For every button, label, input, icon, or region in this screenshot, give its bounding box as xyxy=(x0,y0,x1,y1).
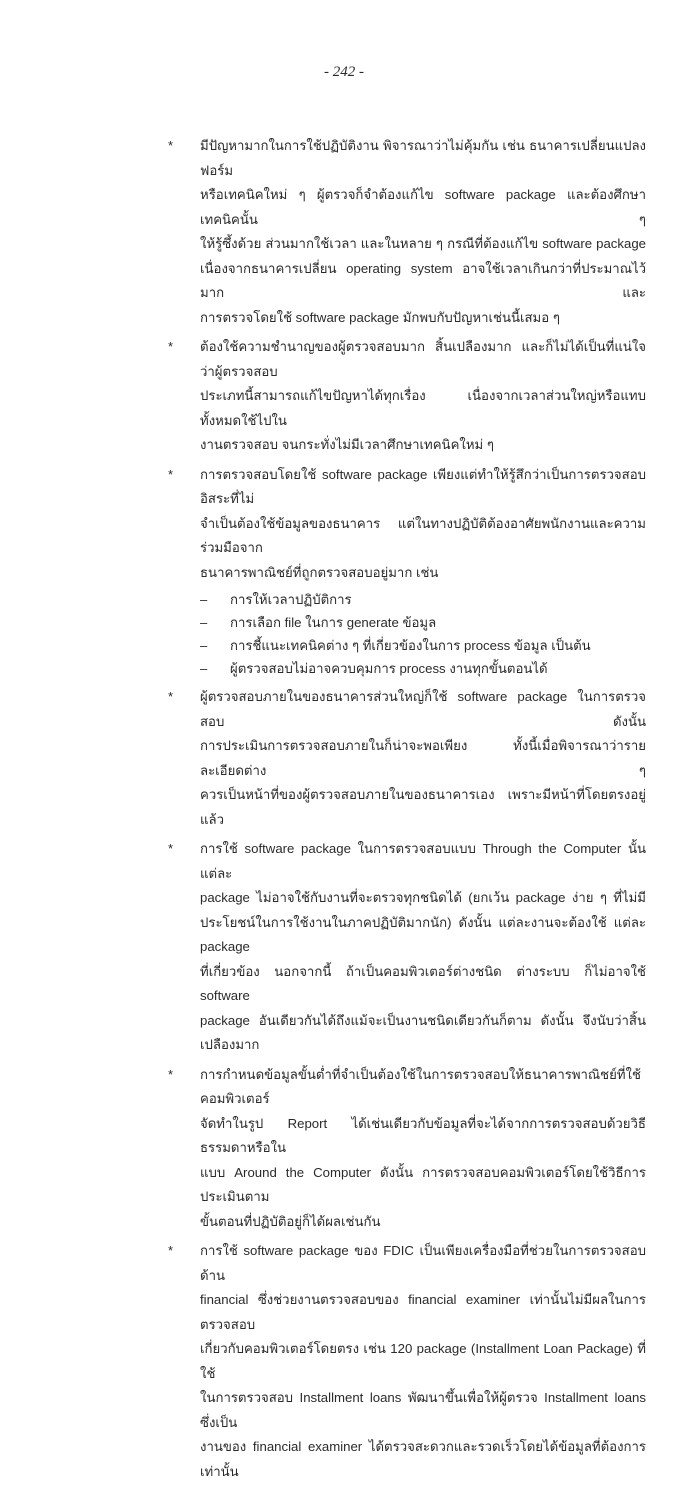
text-line: ควรเป็นหน้าที่ของผู้ตรวจสอบภายในของธนาคารเอง เพราะมีหน้าที่โดยตรงอยู่แล้ว xyxy=(200,787,646,827)
text-line: ให้รู้ซึ้งด้วย ส่วนมากใช้เวลา และในหลาย ๆ กรณีที่ต้องแก้ไข software package xyxy=(200,236,646,251)
bullet-paragraph xyxy=(168,463,646,586)
text-line: งานตรวจสอบ จนกระทั่งไม่มีเวลาศึกษาเทคนิคใหม่ ๆ xyxy=(200,437,494,452)
bullet-paragraph xyxy=(168,1239,646,1484)
bullet-marker: * xyxy=(168,138,174,153)
bullet-paragraph xyxy=(168,685,646,832)
text-line: ผู้ตรวจสอบภายในของธนาคารส่วนใหญ่ก็ใช้ software package ในการตรวจสอบ ดังนั้น xyxy=(200,689,646,729)
bullet-marker: * xyxy=(168,1243,174,1258)
sub-list-item xyxy=(168,611,646,634)
sub-list-item xyxy=(168,588,646,611)
text-line: การกำหนดข้อมูลขั้นต่ำที่จำเป็นต้องใช้ในการตรวจสอบให้ธนาคารพาณิชย์ที่ใช้คอมพิวเตอร์ xyxy=(200,1066,641,1106)
sub-list-item xyxy=(168,657,646,680)
bullet-paragraph xyxy=(168,837,646,1058)
text-line: การชี้แนะเทคนิคต่าง ๆ ที่เกี่ยวข้องในการ process ข้อมูล เป็นต้น xyxy=(230,638,591,653)
bullet-marker: * xyxy=(168,841,174,856)
text-line: การตรวจโดยใช้ software package มักพบกับปัญหาเช่นนี้เสมอ ๆ xyxy=(200,309,560,325)
text-line: การประเมินการตรวจสอบภายในก็น่าจะพอเพียง ทั้งนี้เมื่อพิจารณาว่ารายละเอียดต่าง ๆ xyxy=(200,738,646,778)
dash-marker: – xyxy=(200,592,208,607)
dash-marker: – xyxy=(200,661,208,676)
bullet-paragraph xyxy=(168,335,646,458)
text-line: งานของ financial examiner ได้ตรวจสะดวกและรวดเร็วโดยได้ข้อมูลที่ต้องการเท่านั้น xyxy=(200,1439,646,1479)
bullet-paragraph xyxy=(168,134,646,330)
text-line: ประโยชน์ในการใช้งานในภาคปฏิบัติมากนัก) ดังนั้น แต่ละงานจะต้องใช้ แต่ละ package xyxy=(200,914,646,954)
bullet-marker: * xyxy=(168,466,174,482)
text-line: ในการตรวจสอบ Installment loans พัฒนาขึ้นเพื่อให้ผู้ตรวจ Installment loans ซึ่งเป็น xyxy=(200,1390,646,1430)
bullet-marker: * xyxy=(168,689,174,704)
text-line: ขั้นตอนที่ปฏิบัติอยู่ก็ได้ผลเช่นกัน xyxy=(200,1213,381,1229)
text-line: แบบ Around the Computer ดังนั้น การตรวจสอบคอมพิวเตอร์โดยใช้วิธีการประเมินตาม xyxy=(200,1164,646,1204)
text-line: package อันเดียวกันได้ถึงแม้จะเป็นงานชนิดเดียวกันก็ตาม ดังนั้น จึงนับว่าสิ้นเปลืองมาก xyxy=(200,1012,646,1052)
document-body xyxy=(168,134,646,1489)
text-line: package ไม่อาจใช้กับงานที่จะตรวจทุกชนิดได้ (ยกเว้น package ง่าย ๆ ที่ไม่มี xyxy=(200,890,646,905)
text-line: ต้องใช้ความชำนาญของผู้ตรวจสอบมาก สิ้นเปลืองมาก และก็ไม่ได้เป็นที่แน่ใจว่าผู้ตรวจสอบ xyxy=(200,339,646,379)
text-line: การเลือก file ในการ generate ข้อมูล xyxy=(230,615,437,630)
text-line: การตรวจสอบโดยใช้ software package เพียงแต่ทำให้รู้สึกว่าเป็นการตรวจสอบอิสระที่ไม่ xyxy=(200,466,646,506)
text-line: จำเป็นต้องใช้ข้อมูลของธนาคาร แต่ในทางปฏิบัติต้องอาศัยพนักงานและความร่วมมือจาก xyxy=(200,515,646,555)
text-line: ประเภทนี้สามารถแก้ไขปัญหาได้ทุกเรื่อง เนื่องจากเวลาส่วนใหญ่หรือแทบทั้งหมดใช้ไปใน xyxy=(200,388,646,428)
text-line: หรือเทคนิคใหม่ ๆ ผู้ตรวจก็จำต้องแก้ไข software package และต้องศึกษาเทคนิคนั้น ๆ xyxy=(200,187,646,227)
text-line: เนื่องจากธนาคารเปลี่ยน operating system อาจใช้เวลาเกินกว่าที่ประมาณไว้มาก และ xyxy=(200,260,646,300)
text-line: การให้เวลาปฏิบัติการ xyxy=(230,592,352,607)
page-number: - 242 - xyxy=(324,64,364,80)
text-line: การใช้ software package ของ FDIC เป็นเพียงเครื่องมือที่ช่วยในการตรวจสอบด้าน xyxy=(200,1243,646,1283)
dash-marker: – xyxy=(200,615,208,630)
text-line: ที่เกี่ยวข้อง นอกจากนี้ ถ้าเป็นคอมพิวเตอร์ต่างชนิด ต่างระบบ ก็ไม่อาจใช้ software xyxy=(200,963,646,1003)
text-line: มีปัญหามากในการใช้ปฏิบัติงาน พิจารณาว่าไม่คุ้มกัน เช่น ธนาคารเปลี่ยนแปลงฟอร์ม xyxy=(200,138,646,178)
bullet-paragraph xyxy=(168,1063,646,1235)
text-line: จัดทำในรูป Report ได้เช่นเดียวกับข้อมูลที่จะได้จากการตรวจสอบด้วยวิธีธรรมดาหรือใน xyxy=(200,1115,646,1155)
sub-list-item xyxy=(168,634,646,657)
text-line: การใช้ software package ในการตรวจสอบแบบ Through the Computer นั้น แต่ละ xyxy=(200,841,646,881)
bullet-marker: * xyxy=(168,1066,174,1082)
bullet-marker: * xyxy=(168,339,174,354)
text-line: ผู้ตรวจสอบไม่อาจควบคุมการ process งานทุกขั้นตอนได้ xyxy=(230,661,548,676)
text-line: ธนาคารพาณิชย์ที่ถูกตรวจสอบอยู่มาก เช่น xyxy=(200,564,439,580)
text-line: financial ซึ่งช่วยงานตรวจสอบของ financial examiner เท่านั้นไม่มีผลในการตรวจสอบ xyxy=(200,1292,646,1332)
dash-marker: – xyxy=(200,638,208,653)
text-line: เกี่ยวกับคอมพิวเตอร์โดยตรง เช่น 120 package (Installment Loan Package) ที่ใช้ xyxy=(200,1341,646,1381)
